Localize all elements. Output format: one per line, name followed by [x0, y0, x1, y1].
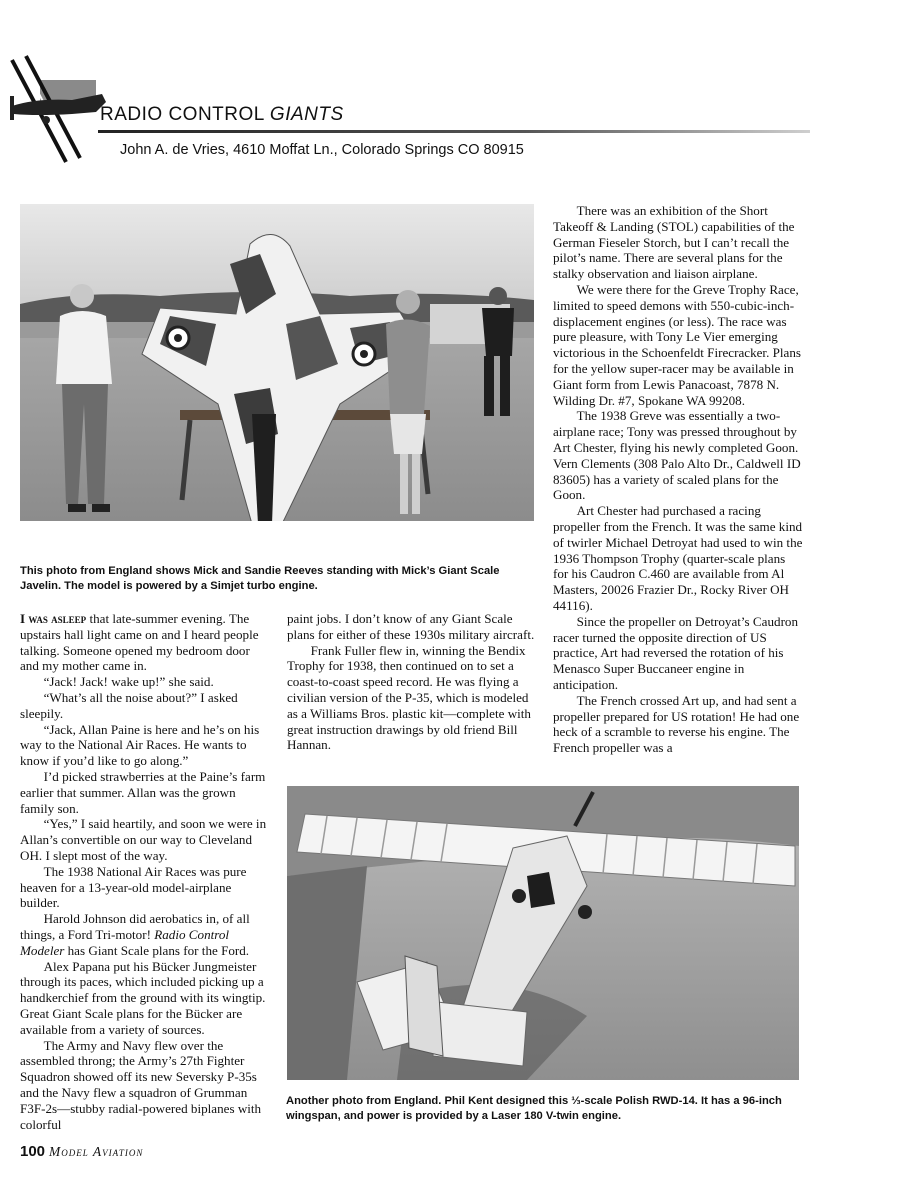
paragraph: paint jobs. I don’t know of any Giant Scale plans for either of these 1930s military aircraft.: [287, 611, 535, 642]
body-column-1: [20, 611, 270, 1132]
page-number: 100: [20, 1143, 46, 1160]
paragraph: Art Chester had purchased a racing propeller from the French. It was the same kind of twirler Michael Detroyat had used to win the 1936 Thompson Trophy (quarter-scale plans for his Caudron C.460 are available from Al Masters, 20026 Frazier Dr., Rocky River OH 44116).: [553, 503, 803, 613]
paragraph: There was an exhibition of the Short Takeoff & Landing (STOL) capabilities of the German Fieseler Storch, but I can’t recall the pilot’s name. There are several plans for the stalky observation and liaison airplane.: [553, 203, 795, 282]
photo1-caption: This photo from England shows Mick and Sandie Reeves standing with Mick’s Giant Scale Javelin. The model is powered by a Simjet turbo engine.: [20, 565, 500, 592]
paragraph: I was asleep that late-summer evening. The upstairs hall light came on and I heard people talking. Someone opened my bedroom door and my mother came in.: [20, 611, 259, 674]
biplane-icon: [6, 54, 112, 166]
paragraph: The 1938 Greve was essentially a two-airplane race; Tony was pressed throughout by Art Chester, flying his newly completed Goon. Vern Clements (308 Palo Alto Dr., Caldwell ID 83605) has a variety of scaled plans for the Goon.: [553, 408, 801, 503]
body-column-2: [287, 611, 535, 753]
paragraph: The 1938 National Air Races was pure heaven for a 13-year-old model-airplane builder.: [20, 863, 247, 911]
paragraph: “What’s all the noise about?” I asked sleepily.: [20, 689, 238, 721]
paragraph: “Yes,” I said heartily, and soon we were in Allan’s convertible on our way to Cleveland OH. I slept most of the way.: [20, 816, 267, 863]
paragraph: “Jack, Allan Paine is here and he’s on his way to the National Air Races. He wants to know if you’d like to go along.”: [20, 721, 260, 769]
paragraph: “Jack! Jack! wake up!” she said.: [43, 674, 214, 690]
author-address: John A. de Vries, 4610 Moffat Ln., Colorado Springs CO 80915: [120, 142, 524, 158]
paragraph: Alex Papana put his Bücker Jungmeister through its paces, which included picking up a handkerchief from the ground with its wingtip. Great Giant Scale plans for the Bücker are available from a variety of sources.: [20, 958, 266, 1037]
rwd14-model-photo: [287, 786, 799, 1080]
lead-in: I was asleep: [20, 611, 87, 626]
photo2-caption: Another photo from England. Phil Kent designed this ⅓-scale Polish RWD-14. It has a 96-inch wingspan, and power is provided by a Laser 180 V-twin engine.: [286, 1095, 782, 1122]
header-rule: [98, 130, 810, 133]
section-title: RADIO CONTROL GIANTS: [100, 104, 344, 125]
page-footer: [20, 1143, 143, 1161]
paragraph: The Army and Navy flew over the assembled throng; the Army’s 27th Fighter Squadron showed off its new Seversky P-35s and the Navy flew a squadron of Grumman F3F-2s—stubby radial-powered biplanes with colorful: [20, 1037, 262, 1132]
javelin-model-photo: [20, 204, 534, 521]
paragraph: I’d picked strawberries at the Paine’s farm earlier that summer. Allan was the grown family son.: [20, 768, 266, 816]
paragraph: Since the propeller on Detroyat’s Caudron racer turned the opposite direction of US practice, Art had reversed the rotation of his Menasco Super Buccaneer engine in anticipation.: [553, 613, 799, 692]
paragraph: Frank Fuller flew in, winning the Bendix Trophy for 1938, then continued on to set a coast-to-coast speed record. He was flying a civilian version of the P-35, which is modeled as a Williams Bros. plastic kit—complete with great instruction drawings by old friend Bill Hannan.: [287, 642, 531, 753]
paragraph: We were there for the Greve Trophy Race, limited to speed demons with 550-cubic-inch-displacement engines (or less). The race was pure pleasure, with Tony Le Vier emerging victorious in the Schoenfeldt Firecracker. Plans for the yellow super-racer may be available in Giant form from Lewis Panacoast, 7878 N. Wilding Dr. #7, Spokane WA 99208.: [553, 281, 801, 408]
magazine-name: Model Aviation: [49, 1144, 144, 1159]
paragraph: The French crossed Art up, and had sent a propeller prepared for US rotation! He had one heck of a scramble to reverse his engine. The French propeller was a: [553, 692, 800, 756]
paragraph: Harold Johnson did aerobatics in, of all things, a Ford Tri-motor! Radio Control Modeler has Giant Scale plans for the Ford.: [20, 911, 250, 958]
body-column-3: [553, 203, 803, 756]
